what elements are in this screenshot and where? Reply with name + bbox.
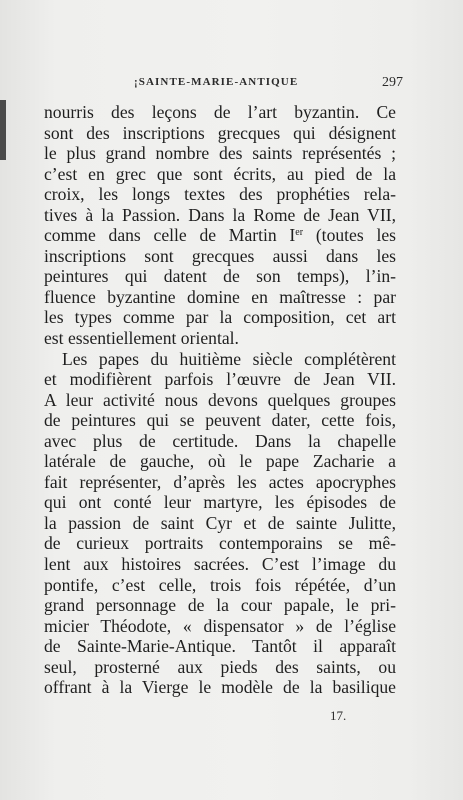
text-line: est essentiellement oriental. — [44, 328, 239, 349]
running-head — [0, 76, 463, 92]
text-line: micier Théodote, « dispensator » de l’église — [44, 615, 396, 636]
text-line: nourris des leçons de l’art byzantin. Ce — [44, 102, 396, 122]
text-line: peintures qui datent de son temps), l’in- — [44, 266, 396, 287]
body-text — [44, 102, 396, 698]
text-line: sont des inscriptions grecques qui désignent — [44, 122, 396, 143]
text-line: les types comme par la composition, cet art — [44, 307, 396, 328]
text-line: avec plus de certitude. Dans la chapelle — [44, 430, 396, 451]
text-line: grand personnage de la cour papale, le pri- — [44, 595, 396, 616]
text-line: Les papes du huitième siècle complétèrent — [62, 348, 396, 369]
text-line: fluence byzantine domine en maîtresse : par — [44, 286, 396, 307]
text-line: de curieux portraits contemporains se mê- — [44, 533, 396, 554]
text-line: A leur activité nous devons quelques groupes — [44, 389, 396, 410]
text-line: le plus grand nombre des saints représentés ; — [44, 143, 396, 164]
signature-mark: 17. — [330, 708, 347, 723]
text-segment: comme dans celle de Martin I — [44, 225, 296, 246]
text-line: de Sainte-Marie-Antique. Tantôt il apparaît — [44, 636, 396, 657]
text-line: seul, prosterné aux pieds des saints, ou — [44, 656, 396, 677]
text-line: c’est en grec que sont écrits, au pied de la — [44, 163, 396, 184]
text-line: offrant à la Vierge le modèle de la basilique — [44, 677, 396, 698]
text-line: pontife, c’est celle, trois fois répétée, d’un — [44, 574, 396, 595]
paragraph-2 — [44, 349, 396, 698]
page-number: 297 — [382, 75, 403, 90]
text-line-with-superscript — [44, 225, 396, 246]
text-line: et modifièrent parfois l’œuvre de Jean VII. — [44, 369, 396, 390]
superscript: er — [295, 227, 304, 239]
text-line: la passion de saint Cyr et de sainte Julitte, — [44, 512, 396, 533]
text-line: croix, les longs textes des prophéties rela- — [44, 184, 396, 205]
text-line: latérale de gauche, où le pape Zacharie a — [44, 451, 396, 472]
text-line: tives à la Passion. Dans la Rome de Jean VII, — [44, 204, 396, 225]
text-line: de peintures qui se peuvent dater, cette fois, — [44, 410, 396, 431]
running-title: ¡SAINTE-MARIE-ANTIQUE — [134, 76, 299, 88]
text-line: qui ont conté leur martyre, les épisodes de — [44, 492, 396, 513]
text-segment: (toutes les — [303, 225, 396, 246]
paragraph-1 — [44, 102, 396, 349]
text-line: inscriptions sont grecques aussi dans les — [44, 245, 396, 266]
text-line: lent aux histoires sacrées. C’est l’image du — [44, 554, 396, 575]
text-line: fait représenter, d’après les actes apocryphes — [44, 471, 396, 492]
scan-edge-mark — [0, 100, 6, 160]
